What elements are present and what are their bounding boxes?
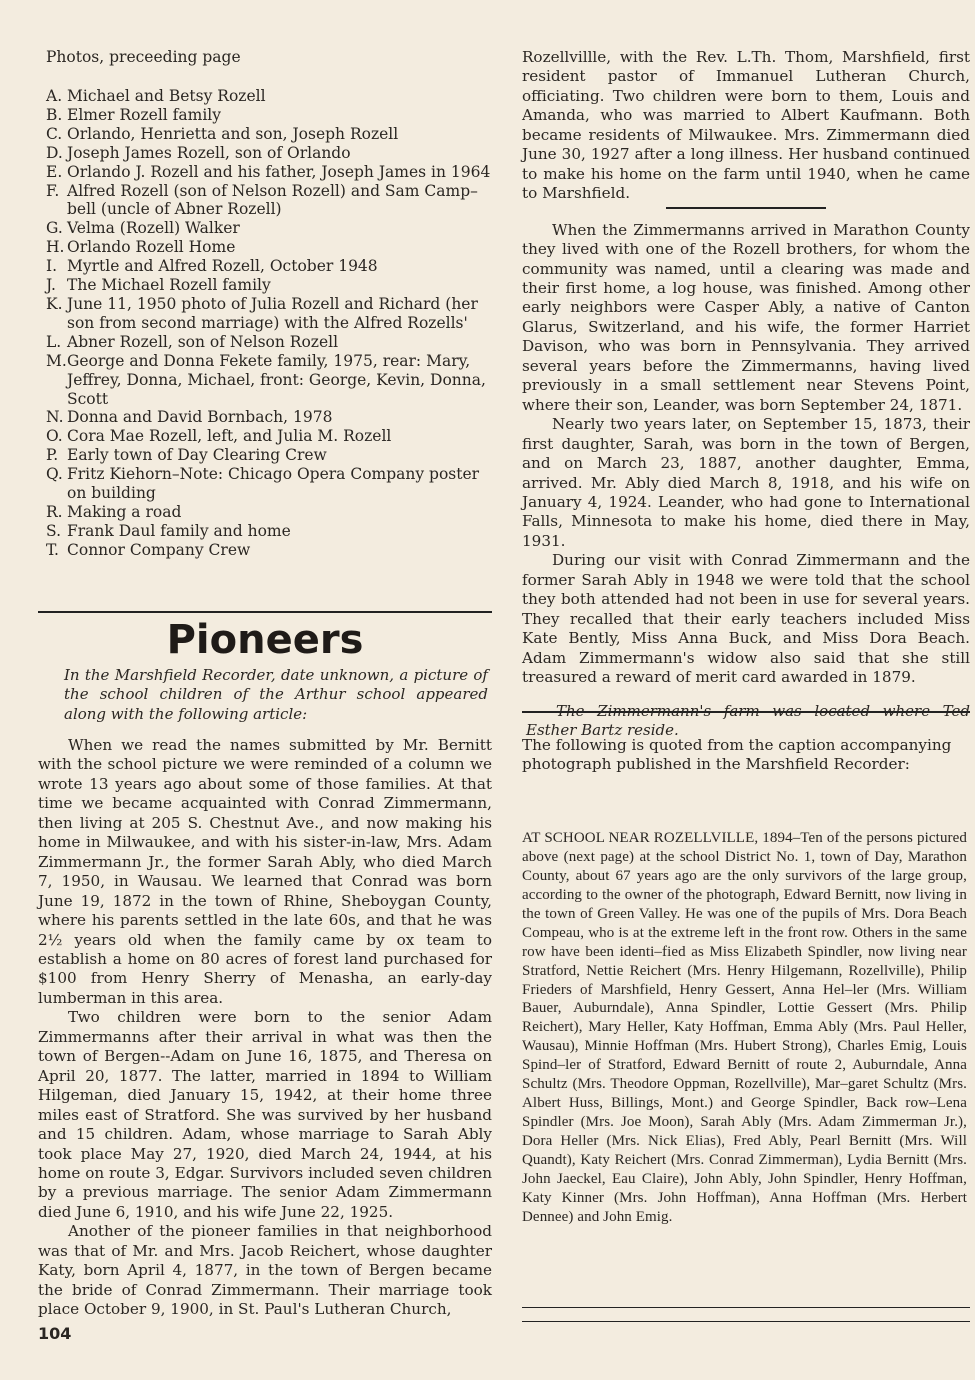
list-item-text: Alfred Rozell (son of Nelson Rozell) and Sam Camp–bell (uncle of Abner Rozell) — [67, 181, 478, 219]
photo-list — [46, 87, 492, 560]
list-item-text: Donna and David Bornbach, 1978 — [67, 408, 333, 427]
section-divider — [522, 711, 970, 713]
page-number: 104 — [38, 1324, 72, 1343]
list-item — [46, 144, 492, 163]
photo-caption: AT SCHOOL NEAR ROZELLVILLE, 1894–Ten of the persons pictured above (next page) at the school District No. 1, town of Day, Marathon County, about 67 years ago are the only survivors of the large group, according to the owner of the photograph, Edward Bernitt, now living in the town of Green Valley. He was one of the pupils of Mrs. Dora Beach Compeau, who is at the extreme left in the front row. Others in the same row have been identi–fied as Miss Elizabeth Spindler, now living near Stratford, Nettie Reichert (Mrs. Henry Hilgemann, Rozellville), Philip Frieders of Marshfield, Henry Gessert, Anna Hel–ler (Mrs. William Bauer, Auburndale), Anna Spindler, Lottie Gessert (Mrs. Philip Reichert), Mary Heller, Katy Hoffman, Emma Ably (Mrs. Paul Heller, Wausau), Minnie Hoffman (Mrs. Hubert Strong), Charles Emig, Louis Spind–ler of Stratford, Edward Bernitt of route 2, Auburndale, Anna Schultz (Mrs. Theodore Oppman, Rozellville), Mar–garet Schultz (Mrs. Albert Huss, Billings, Mont.) and George Spindler, Back row–Lena Spindler (Mrs. Joe Moon), Sarah Ably (Mrs. Adam Zimmerman Jr.), Dora Heller (Mrs. Nick Elias), Fred Ably, Pearl Bernitt (Mrs. Will Quandt), Katy Reichert (Mrs. Conrad Zimmerman), Lydia Bernitt (Mrs. John Jaeckel, Eau Claire), John Ably, John Spindler, Henry Hoffman, Katy Kinner (Mrs. John Hoffman), Anna Hoffman (Mrs. Herbert Dennee) and John Emig. — [522, 830, 967, 1225]
list-item-text: Fritz Kiehorn–Note: Chicago Opera Company poster on building — [67, 465, 480, 503]
list-item-text: The Michael Rozell family — [67, 276, 271, 295]
article-paragraph: Another of the pioneer families in that neighborhood was that of Mr. and Mrs. Jacob Reichert, whose daughter Katy, born April 4, 1877, in the town of Bergen became the bride of Conrad Zimmermann. Their marriage took place October 9, 1900, in St. Paul's Lutheran Church, — [38, 1222, 492, 1319]
list-item — [46, 446, 492, 465]
list-item-text: June 11, 1950 photo of Julia Rozell and Richard (her son from second marriage) with the Alfred Rozells' — [67, 294, 478, 332]
list-item-letter: T. — [46, 540, 59, 559]
list-item-letter: G. — [46, 219, 63, 238]
article-body-right — [522, 48, 970, 740]
list-item-letter: K. — [46, 294, 63, 313]
list-item — [46, 503, 492, 522]
article-paragraph: Two children were born to the senior Adam Zimmermanns after their arrival in what was then the town of Bergen--Adam on June 16, 1875, and Theresa on April 20, 1877. The latter, married in 1894 to William Hilgeman, died January 15, 1942, at their home three miles east of Stratford. She was survived by her husband and 15 children. Adam, whose marriage to Sarah Ably took place May 27, 1920, died March 24, 1944, at his home on route 3, Edgar. Survivors included seven children by a previous marriage. The senior Adam Zimmermann died June 6, 1910, and his wife June 22, 1925. — [38, 1008, 492, 1221]
list-item-letter: S. — [46, 521, 61, 540]
list-item — [46, 408, 492, 427]
list-item-text: Orlando, Henrietta and son, Joseph Rozell — [67, 124, 399, 143]
article-paragraph: During our visit with Conrad Zimmermann and the former Sarah Ably in 1948 we were told that the school they both attended had not been in use for several years. They recalled that their early teachers included Miss Kate Bently, Miss Anna Buck, and Miss Dora Beach. Adam Zimmermann's widow also said that she still treasured a reward of merit card awarded in 1879. — [522, 551, 970, 687]
list-item-text: Orlando Rozell Home — [67, 238, 236, 257]
list-item — [46, 541, 492, 560]
list-item — [46, 125, 492, 144]
caption-intro: The following is quoted from the caption accompanying photograph published in the Marshfield Recorder: — [522, 736, 952, 774]
bottom-divider — [522, 1307, 970, 1308]
list-item-letter: Q. — [46, 465, 63, 484]
list-item-letter: R. — [46, 502, 63, 521]
list-item-letter: H. — [46, 238, 65, 257]
list-item-letter: B. — [46, 105, 63, 124]
list-item-text: Joseph James Rozell, son of Orlando — [67, 143, 351, 162]
list-item-letter: N. — [46, 408, 64, 427]
article-paragraph: When the Zimmermanns arrived in Marathon County they lived with one of the Rozell brothers, for whom the community was named, until a clearing was made and their first home, a log house, was finished. Among other early neighbors were Casper Ably, a native of Canton Glarus, Switzerland, and his wife, the former Harriet Davison, who was born in Pennsylvania. They arrived several years before the Zimmermanns, having lived previously in a small settlement near Stevens Point, where their son, Leander, was born September 24, 1871. — [522, 220, 970, 414]
list-item-text: Early town of Day Clearing Crew — [67, 446, 327, 465]
list-item-text: Abner Rozell, son of Nelson Rozell — [67, 332, 339, 351]
photo-index-section — [38, 48, 492, 560]
list-item-letter: E. — [46, 162, 63, 181]
list-item — [46, 427, 492, 446]
list-item-text: Frank Daul family and home — [67, 521, 291, 540]
list-item-text: George and Donna Fekete family, 1975, rear: Mary, Jeffrey, Donna, Michael, front: George, Kevin, Donna, Scott — [67, 351, 486, 408]
list-item-letter: A. — [46, 87, 63, 105]
list-item-text: Making a road — [67, 502, 182, 521]
photos-heading: Photos, preceeding page — [46, 48, 241, 66]
article-note: The Zimmermann's farm was located where Ted Esther Bartz reside. — [526, 701, 970, 739]
list-item — [46, 257, 492, 276]
list-item — [46, 163, 492, 182]
list-item-letter: M. — [46, 351, 67, 370]
list-item — [46, 276, 492, 295]
list-item-text: Orlando J. Rozell and his father, Joseph James in 1964 — [67, 162, 491, 181]
list-item — [46, 333, 492, 352]
article-body-left — [38, 736, 492, 1320]
list-item-text: Connor Company Crew — [67, 540, 251, 559]
article-paragraph: Nearly two years later, on September 15, 1873, their first daughter, Sarah, was born in the town of Bergen, and on March 23, 1887, another daughter, Emma, arrived. Mr. Ably died March 8, 1918, and his wife on January 4, 1924. Leander, who had gone to International Falls, Minnesota to make his home, died there in May, 1931. — [522, 415, 970, 550]
article-paragraph: Rozellvillle, with the Rev. L.Th. Thom, Marshfield, first resident pastor of Immanuel Lutheran Church, officiating. Two children were born to them, Louis and Amanda, who was married to Albert Kaufmann. Both became residents of Milwaukee. Mrs. Zimmermann died June 30, 1927 after a long illness. Her husband continued to make his home on the farm until 1940, when he came to Marshfield. — [522, 48, 970, 203]
list-item — [46, 522, 492, 541]
list-item-text: Myrtle and Alfred Rozell, October 1948 — [67, 257, 378, 276]
list-item-letter: D. — [46, 143, 63, 162]
list-item — [46, 182, 492, 220]
list-item — [46, 87, 492, 106]
list-item-text: Michael and Betsy Rozell — [67, 87, 266, 105]
bottom-divider — [522, 1321, 970, 1322]
list-item-letter: I. — [46, 257, 58, 276]
article-paragraph: When we read the names submitted by Mr. Bernitt with the school picture we were reminded of a column we wrote 13 years ago about some of those families. At that time we became acquainted with Conrad Zimmermann, then living at 205 S. Chestnut Ave., and now making his home in Milwaukee, and with his sister-in-law, Mrs. Adam Zimmermann Jr., the former Sarah Ably, who died March 7, 1950, in Wausau. We learned that Conrad was born June 19, 1872 in the town of Rhine, Sheboygan County, where his parents settled in the late 60s, and that he was 2½ years old when the family came by ox team to establish a home on 80 acres of forest land purchased for $100 from Henry Sherry of Menasha, an early-day lumberman in this area. — [38, 736, 492, 1007]
list-item — [46, 465, 492, 503]
list-item — [46, 238, 492, 257]
list-item-letter: C. — [46, 124, 63, 143]
list-item — [46, 106, 492, 125]
list-item-letter: O. — [46, 427, 63, 446]
list-item-text: Cora Mae Rozell, left, and Julia M. Rozell — [67, 427, 392, 446]
list-item-letter: F. — [46, 181, 60, 200]
list-item — [46, 352, 492, 409]
list-item-letter: J. — [46, 276, 56, 295]
article-title: Pioneers — [166, 617, 364, 663]
list-item-text: Velma (Rozell) Walker — [67, 219, 240, 238]
list-item-letter: L. — [46, 332, 62, 351]
section-divider — [38, 611, 492, 613]
short-divider — [666, 207, 826, 209]
list-item-letter: P. — [46, 446, 59, 465]
list-item — [46, 219, 492, 238]
article-intro: In the Marshfield Recorder, date unknown, a picture of the school children of the Arthur school appeared along with the following article: — [64, 666, 488, 723]
list-item — [46, 295, 492, 333]
list-item-text: Elmer Rozell family — [67, 105, 222, 124]
